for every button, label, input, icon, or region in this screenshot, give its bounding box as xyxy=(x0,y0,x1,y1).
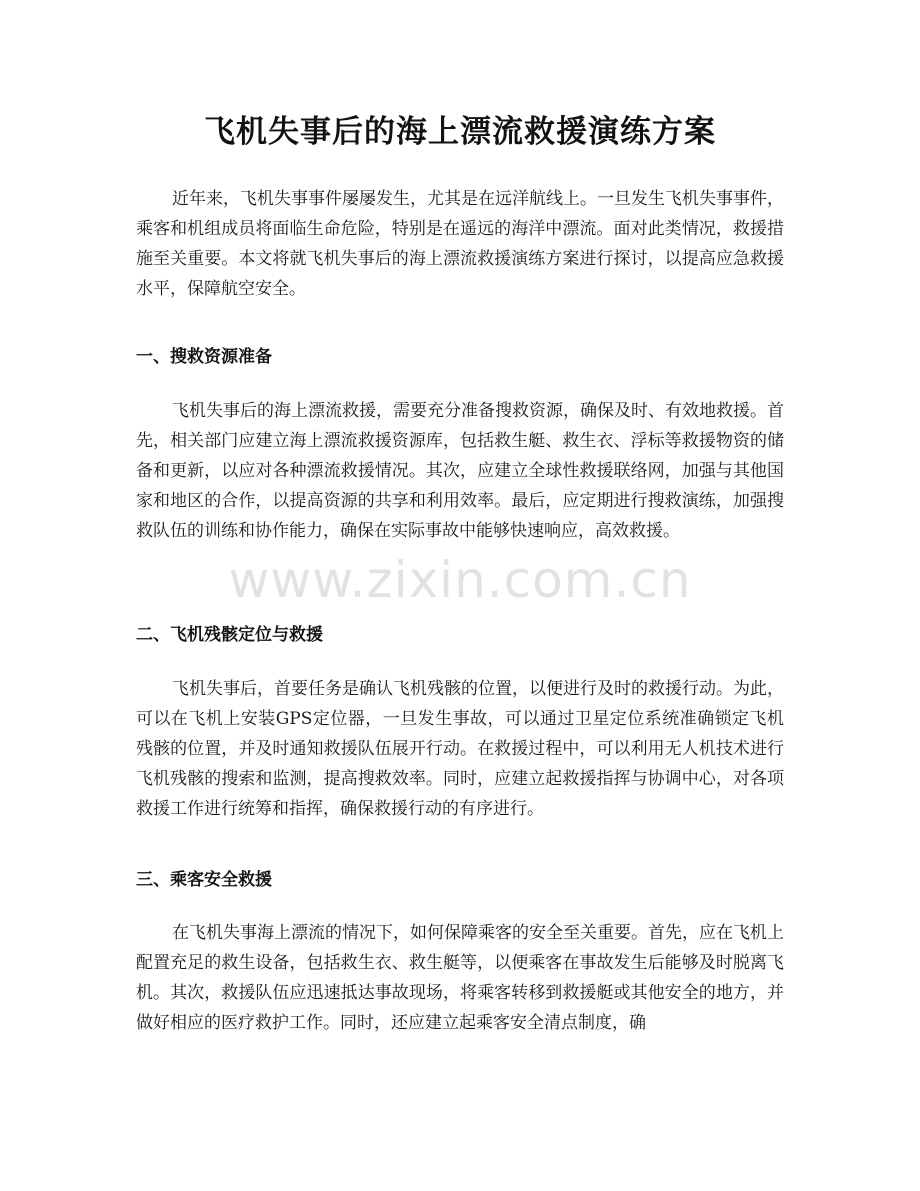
intro-paragraph: 近年来，飞机失事事件屡屡发生，尤其是在远洋航线上。一旦发生飞机失事事件，乘客和机组成员将面临生命危险，特别是在遥远的海洋中漂流。面对此类情况，救援措施至关重要。本文将就飞机失事后的海上漂流救援演练方案进行探讨，以提高应急救援水平，保障航空安全。 xyxy=(136,189,784,299)
section-heading-3: 三、乘客安全救援 xyxy=(136,870,272,890)
watermark: www.zixin.com.cn xyxy=(228,551,692,609)
section-body-3: 在飞机失事海上漂流的情况下，如何保障乘客的安全至关重要。首先，应在飞机上配置充足的救生设备，包括救生衣、救生艇等，以便乘客在事故发生后能够及时脱离飞机。其次，救援队伍应迅速抵达事故现场，将乘客转移到救援艇或其他安全的地方，并做好相应的医疗救护工作。同时，还应建立起乘客安全清点制度，确 xyxy=(136,923,784,1033)
section-body-1: 飞机失事后的海上漂流救援，需要充分准备搜救资源，确保及时、有效地救援。首先，相关部门应建立海上漂流救援资源库，包括救生艇、救生衣、浮标等救援物资的储备和更新，以应对各种漂流救援情况。其次，应建立全球性救援联络网，加强与其他国家和地区的合作，以提高资源的共享和利用效率。最后，应定期进行搜救演练，加强搜救队伍的训练和协作能力，确保在实际事故中能够快速响应，高效救援。 xyxy=(136,401,784,541)
section-heading-1: 一、搜救资源准备 xyxy=(136,347,272,367)
section-body-2: 飞机失事后，首要任务是确认飞机残骸的位置，以便进行及时的救援行动。为此，可以在飞机上安装GPS定位器，一旦发生事故，可以通过卫星定位系统准确锁定飞机残骸的位置，并及时通知救援队伍展开行动。在救援过程中，可以利用无人机技术进行飞机残骸的搜索和监测，提高搜救效率。同时，应建立起救援指挥与协调中心，对各项救援工作进行统筹和指挥，确保救援行动的有序进行。 xyxy=(136,679,784,819)
document-title: 飞机失事后的海上漂流救援演练方案 xyxy=(204,114,716,150)
section-heading-2: 二、飞机残骸定位与救援 xyxy=(136,625,323,645)
